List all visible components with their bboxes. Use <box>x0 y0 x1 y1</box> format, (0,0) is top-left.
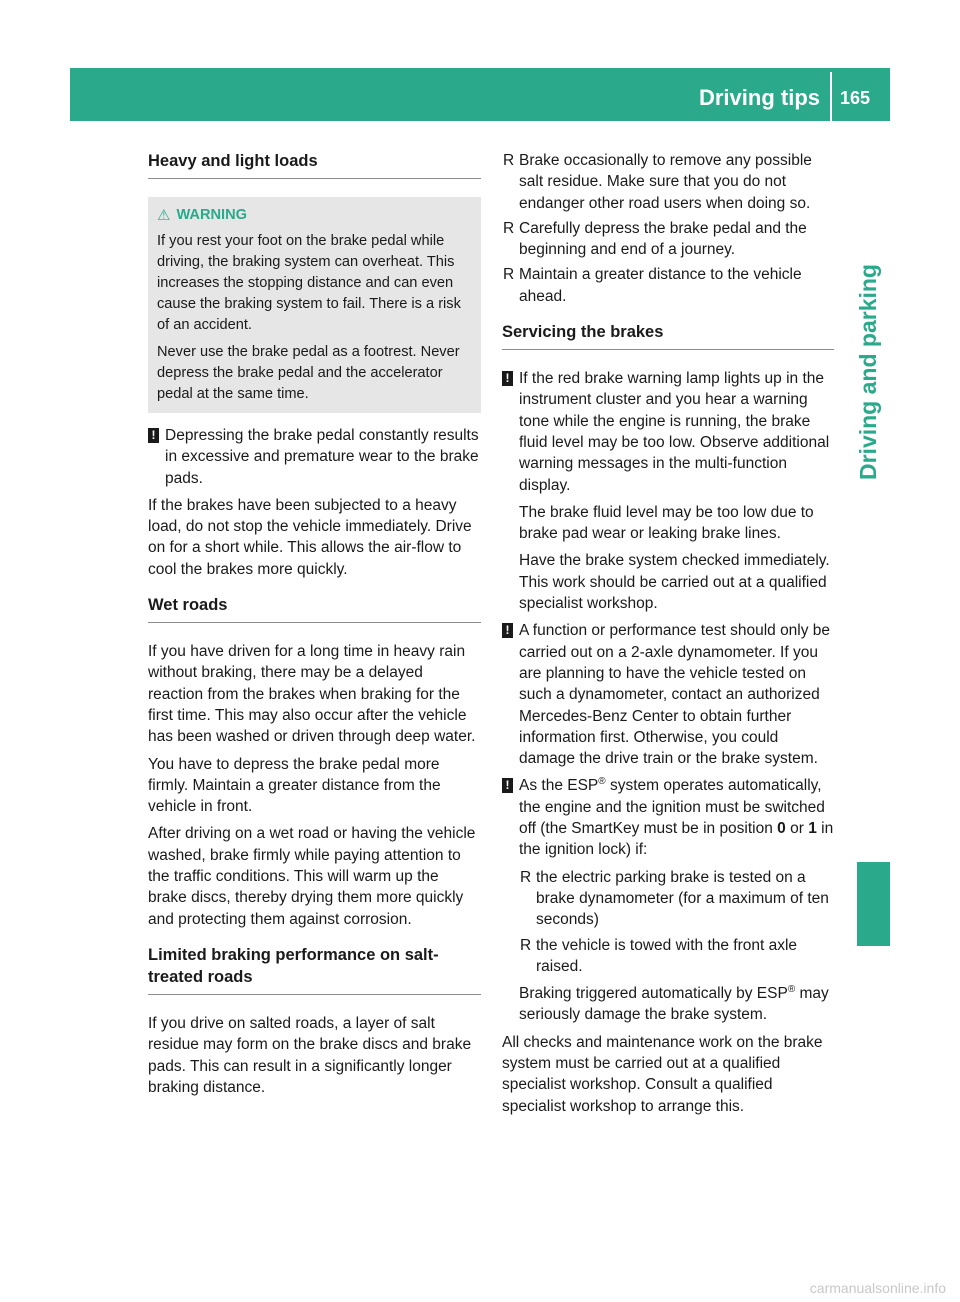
bullet-r-icon: R <box>503 266 515 284</box>
registered-mark: ® <box>598 776 606 788</box>
list-item: R Maintain a greater distance to the vehicle ahead. <box>503 266 802 305</box>
bullet-r-icon: R <box>503 219 515 237</box>
esp-bullet-list <box>519 867 834 977</box>
right-column <box>502 150 834 1123</box>
note <box>502 368 834 614</box>
bullet-r-icon: R <box>503 152 515 169</box>
exclamation-icon: ! <box>502 371 513 386</box>
paragraph: If you drive on salted roads, a layer of salt residue may form on the brake discs and brake pads. This can result in a significantly longer braking distance. <box>148 1014 472 1096</box>
salt-bullet-list <box>502 150 834 307</box>
side-tab-label: Driving and parking <box>855 264 881 480</box>
heading-heavy-loads: Heavy and light loads <box>148 150 481 179</box>
page-number: 165 <box>840 88 871 108</box>
warning-text: If you rest your foot on the brake pedal while driving, the braking system can overheat. This increases the stopping distance and can even cause the braking system to fail. There is a risk of an accident. <box>157 233 461 333</box>
note <box>502 620 834 769</box>
exclamation-icon: ! <box>148 428 159 443</box>
list-item: R Brake occasionally to remove any possible salt residue. Make sure that you do not endanger other road users when doing so. <box>503 152 812 212</box>
registered-mark: ® <box>787 983 796 995</box>
paragraph: If you have driven for a long time in heavy rain without braking, there may be a delayed reaction from the brakes when braking for the first time. This may also occur after the vehicle has been washed or driven through deep water. <box>148 643 476 746</box>
side-tab-marker <box>857 862 890 946</box>
left-column <box>148 150 481 1104</box>
note-text: Have the brake system checked immediately. This work should be carried out at a qualified specialist workshop. <box>519 552 830 613</box>
warning-triangle-icon: ⚠ <box>157 207 171 224</box>
note-text: Braking triggered automatically by ESP® may seriously damage the brake system. <box>519 983 829 1024</box>
list-item: R the vehicle is towed with the front axle raised. <box>520 936 798 975</box>
exclamation-icon: ! <box>502 778 513 793</box>
note-text: A function or performance test should only be carried out on a 2-axle dynamometer. If you are planning to have the vehicle tested on such a dynamometer, contact an authorized Mercedes-Benz Center to obtain further information first. Otherwise, you could damage the drive train or the brake system. <box>519 622 831 768</box>
list-item: R Carefully depress the brake pedal and the beginning and end of a journey. <box>503 219 807 259</box>
bullet-r-icon: R <box>520 936 532 954</box>
heading-servicing: Servicing the brakes <box>502 321 834 350</box>
note-text: Depressing the brake pedal constantly results in excessive and premature wear to the brake pads. <box>165 427 479 487</box>
paragraph: You have to depress the brake pedal more firmly. Maintain a greater distance from the vehicle in front. <box>148 755 441 816</box>
paragraph: After driving on a wet road or having the vehicle washed, brake firmly while paying attention to the traffic conditions. This will warm up the brake discs, thereby drying them more quickly and protecting them against corrosion. <box>148 825 476 928</box>
paragraph: All checks and maintenance work on the brake system must be carried out at a qualified specialist workshop. Consult a qualified specialist workshop to arrange this. <box>502 1033 823 1115</box>
bullet-r-icon: R <box>520 868 532 886</box>
header-divider <box>830 72 832 121</box>
heading-wet-roads: Wet roads <box>148 594 481 623</box>
warning-title <box>157 205 475 226</box>
list-item: R the electric parking brake is tested on a brake dynamometer (for a maximum of ten seconds) <box>520 868 829 929</box>
note-text: If the red brake warning lamp lights up in the instrument cluster and you hear a warning tone while the engine is running, the brake fluid level may be too low. Observe additional warning messages in the multi-function display. <box>519 370 830 494</box>
warning-label: WARNING <box>176 207 247 223</box>
warning-box <box>148 197 481 413</box>
paragraph: If the brakes have been subjected to a heavy load, do not stop the vehicle immediately. Drive on for a short while. This allows the air-flow to cool the brakes more quickly. <box>148 496 472 578</box>
warning-text: Never use the brake pedal as a footrest. Never depress the brake pedal and the accelerator pedal at the same time. <box>157 344 460 402</box>
note <box>502 775 834 1025</box>
note-text: As the ESP® system operates automatically, the engine and the ignition must be switched off (the SmartKey must be in position 0 or 1 in the ignition lock) if: <box>519 776 834 859</box>
watermark: carmanualsonline.info <box>809 1280 946 1296</box>
exclamation-icon: ! <box>502 623 513 638</box>
heading-salt-roads: Limited braking performance on salt-treated roads <box>148 944 481 995</box>
note <box>148 425 481 489</box>
header-title: Driving tips <box>698 85 820 110</box>
note-text: The brake fluid level may be too low due to brake pad wear or leaking brake lines. <box>519 503 814 543</box>
